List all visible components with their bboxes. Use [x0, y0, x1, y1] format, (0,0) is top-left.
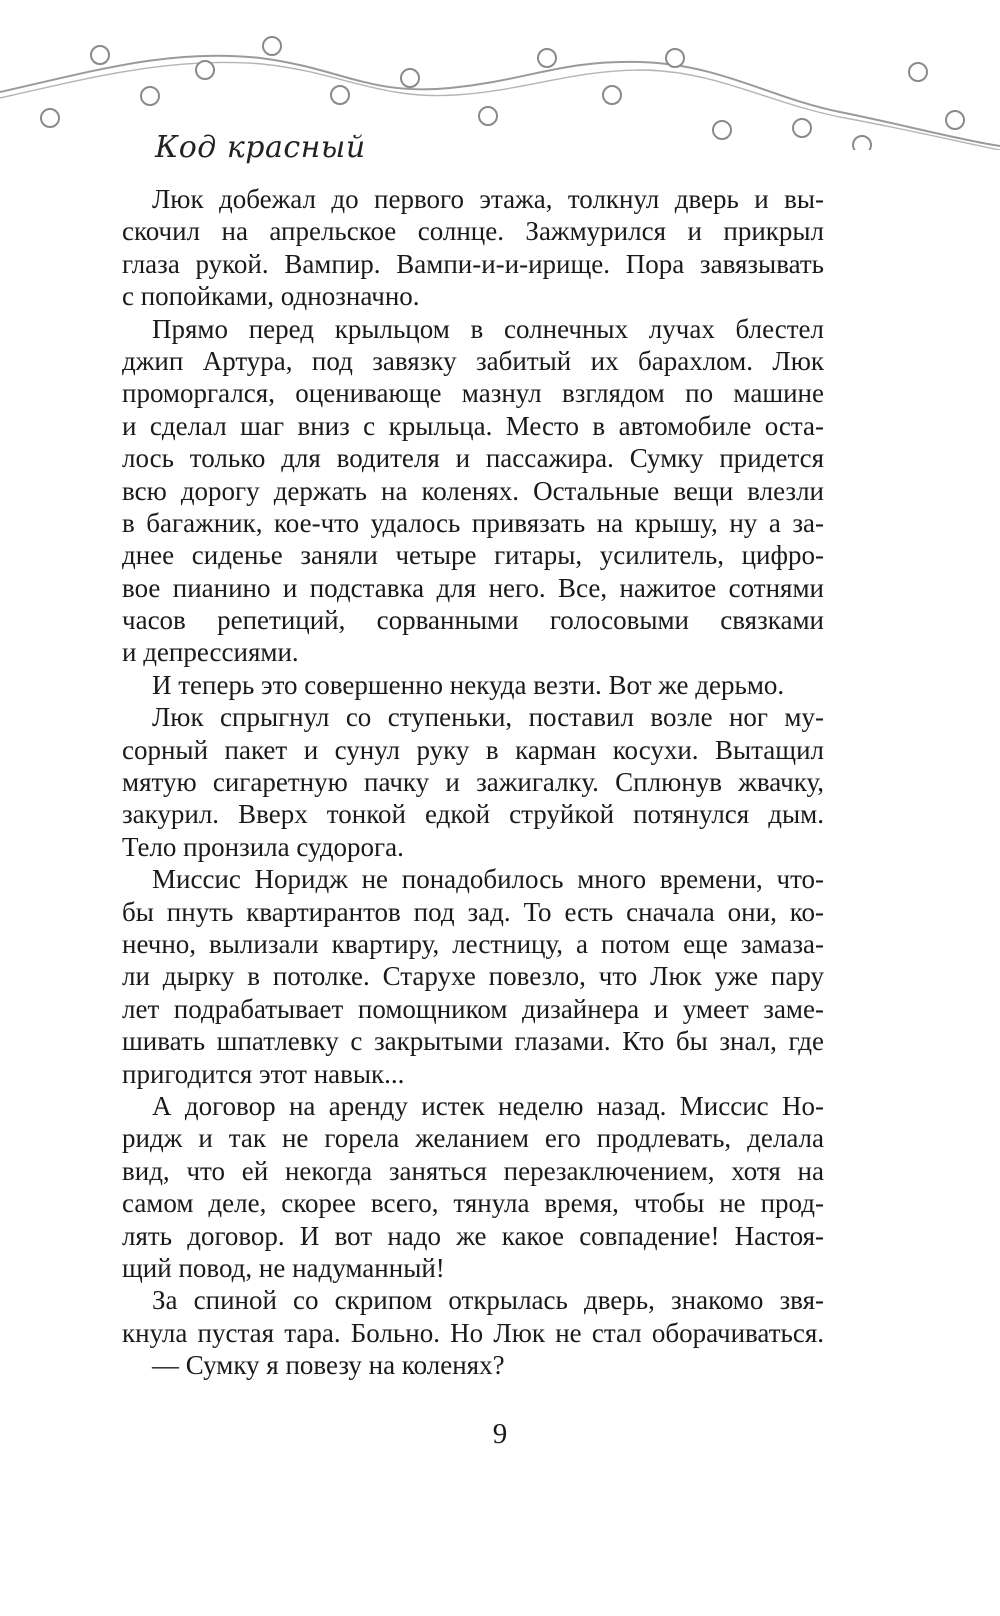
text-line: самом деле, скорее всего, тянула время, чтобы не прод- — [122, 1188, 824, 1219]
text-line: Люк добежал до первого этажа, толкнул дверь и вы- — [152, 184, 824, 214]
text-line: с попойками, однозначно. — [122, 281, 420, 312]
text-line: Тело пронзила судорога. — [122, 831, 404, 862]
text-line: днее сиденье заняли четыре гитары, усилитель, цифро- — [122, 540, 824, 571]
text-line: глаза рукой. Вампир. Вампи-и-и-ирище. Пора завязывать — [122, 248, 824, 279]
text-line: бы пнуть квартирантов под зад. То есть сначала они, ко- — [122, 896, 824, 927]
text-line: шивать шпатлевку с закрытыми глазами. Кто бы знал, где — [122, 1026, 824, 1057]
text-line: закурил. Вверх тонкой едкой струйкой потянулся дым. — [122, 799, 824, 830]
text-line: в багажник, кое-что удалось привязать на крышу, ну а за- — [122, 507, 824, 538]
text-line: всю дорогу держать на коленях. Остальные вещи влезли — [122, 475, 824, 506]
text-line: и депрессиями. — [122, 637, 299, 668]
text-line: мятую сигаретную пачку и зажигалку. Сплюнув жвачку, — [122, 767, 824, 798]
text-line: нечно, вылизали квартиру, лестницу, а потом еще замаза- — [122, 928, 824, 959]
text-line: щий повод, не надуманный! — [122, 1252, 445, 1283]
text-line: вое пианино и подставка для него. Все, нажитое сотнями — [122, 572, 824, 603]
text-line: скочил на апрельское солнце. Зажмурился и прикрыл — [122, 216, 824, 247]
text-line: За спиной со скрипом открылась дверь, знакомо звя- — [152, 1285, 824, 1316]
text-line: лет подрабатывает помощником дизайнера и умеет заме- — [122, 993, 824, 1024]
string-lights-garland-icon — [0, 0, 1000, 150]
text-line: сорный пакет и сунул руку в карман косухи. Вытащил — [122, 734, 824, 765]
text-line: кнула пустая тара. Больно. Но Люк не стал оборачиваться. — [122, 1317, 824, 1348]
text-line: И теперь это совершенно некуда везти. Вот же дерьмо. — [152, 669, 785, 700]
text-line: Прямо перед крыльцом в солнечных лучах блестел — [152, 313, 824, 344]
page-number: 9 — [492, 1418, 508, 1450]
running-title: Код красный — [155, 130, 366, 165]
body-text — [122, 183, 824, 1381]
text-line: часов репетиций, сорванными голосовыми связками — [122, 605, 824, 636]
text-line: ли дырку в потолке. Старухе повезло, что Люк уже пару — [122, 961, 824, 992]
text-line: лять договор. И вот надо же какое совпадение! Настоя- — [122, 1220, 824, 1251]
text-line: А договор на аренду истек неделю назад. Миссис Но- — [152, 1090, 824, 1121]
text-line: проморгался, оценивающе мазнул взглядом по машине — [122, 378, 824, 409]
text-line: Люк спрыгнул со ступеньки, поставил возле ног му- — [152, 702, 824, 733]
text-line: джип Артура, под завязку забитый их барахлом. Люк — [122, 345, 824, 376]
text-line: ридж и так не горела желанием его продлевать, делала — [122, 1123, 824, 1154]
text-line: вид, что ей некогда заняться перезаключением, хотя на — [122, 1155, 824, 1186]
text-line: Миссис Норидж не понадобилось много времени, что- — [152, 864, 824, 895]
text-line: и сделал шаг вниз с крыльца. Место в автомобиле оста- — [122, 410, 824, 441]
text-line: лось только для водителя и пассажира. Сумку придется — [122, 443, 824, 474]
text-line: пригодится этот навык... — [122, 1058, 405, 1089]
text-line: — Сумку я повезу на коленях? — [152, 1350, 505, 1381]
